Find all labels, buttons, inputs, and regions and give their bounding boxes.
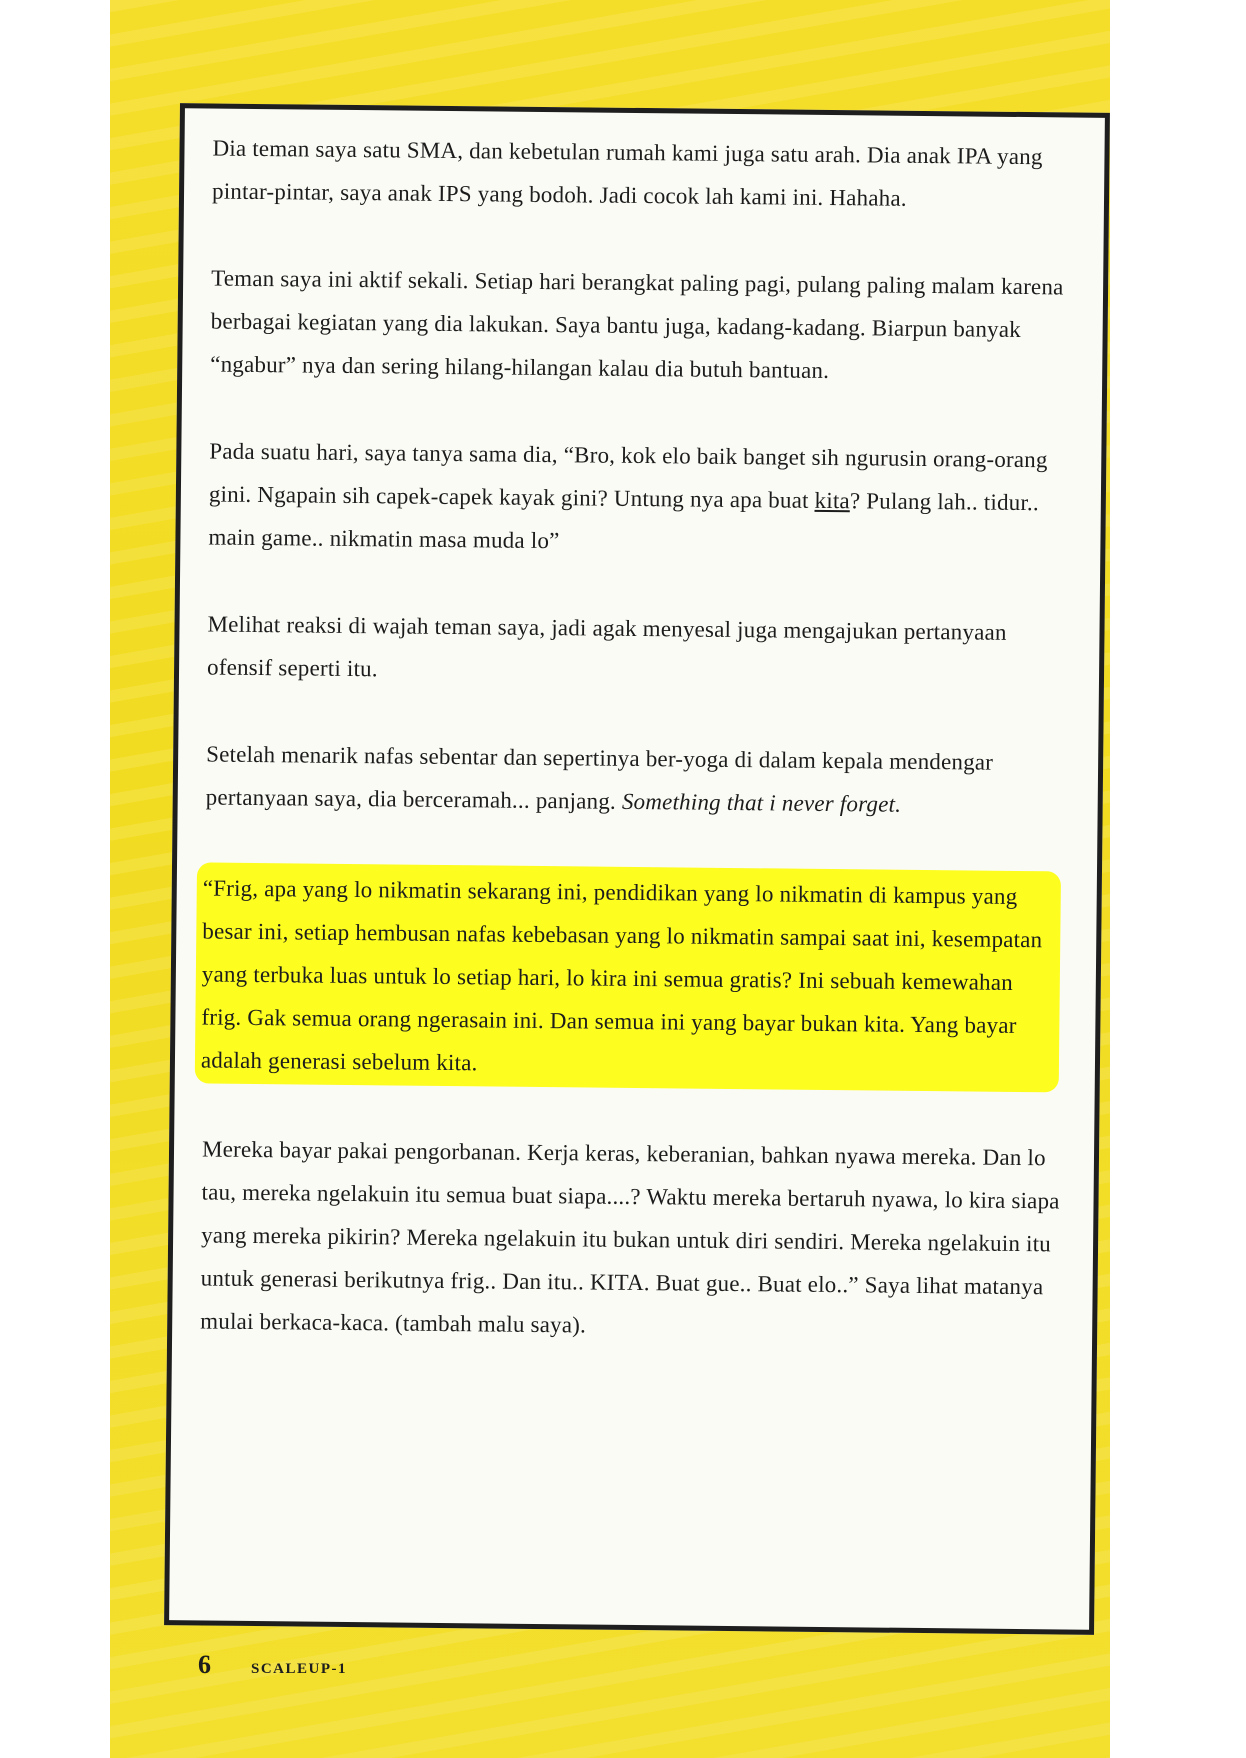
paragraph-5 — [206, 732, 1067, 827]
page-number: 6 — [198, 1650, 211, 1679]
highlighted-quote-paragraph: “Frig, apa yang lo nikmatin sekarang ini, pendidikan yang lo nikmatin di kampus yang besar ini, setiap hembusan nafas kebebasan yang lo nikmatin sampai saat ini, kesempatan yang terbuka luas untuk lo setiap hari, lo kira ini semua gratis? Ini sebuah kemewahan frig. Gak semua orang ngerasain ini. Dan semua ini yang bayar bukan kita. Yang bayar adalah generasi sebelum kita. — [195, 862, 1061, 1092]
paragraph-7: Mereka bayar pakai pengorbanan. Kerja keras, keberanian, bahkan nyawa mereka. Dan lo tau, mereka ngelakuin itu semua buat siapa....? Waktu mereka bertaruh nyawa, lo kira siapa yang mereka pikirin? Mereka ngelakuin itu bukan untuk diri sendiri. Mereka ngelakuin itu untuk generasi berikutnya frig.. Dan itu.. KITA. Buat gue.. Buat elo..” Saya lihat matanya mulai berkaca-kaca. (tambah malu saya). — [200, 1136, 1060, 1338]
paragraph-5-text: Setelah menarik nafas sebentar dan sepertinya ber-yoga di dalam kepala mendengar pertanyaan saya, dia berceramah... panjang. — [205, 741, 994, 814]
paragraph-3-before: Pada suatu hari, saya tanya sama dia, “Bro, kok elo baik banget sih ngurusin orang-orang gini. Ngapain sih capek-capek kayak gini? Untung nya apa buat — [208, 438, 1048, 513]
paragraph-1: Dia teman saya satu SMA, dan kebetulan rumah kami juga satu arah. Dia anak IPA yang pintar-pintar, saya anak IPS yang bodoh. Jadi cocok lah kami ini. Hahaha. — [211, 135, 1043, 211]
paragraph-3-underlined-word: kita — [814, 487, 851, 514]
paragraph-4: Melihat reaksi di wajah teman saya, jadi agak menyesal juga mengajukan pertanyaan ofensif seperti itu. — [206, 611, 1007, 682]
body-text — [200, 127, 1073, 1396]
paragraph-2: Teman saya ini aktif sekali. Setiap hari berangkat paling pagi, pulang paling malam karena berbagai kegiatan yang dia lakukan. Saya bantu juga, kadang-kadang. Biarpun banyak “ngabur” nya dan sering hilang-hilangan kalau dia butuh bantuan. — [210, 265, 1064, 383]
page-footer — [198, 1650, 347, 1680]
paragraph-3 — [208, 430, 1069, 568]
book-page — [110, 0, 1110, 1758]
paragraph-5-italic: Something that i never forget. — [621, 788, 902, 817]
paragraph-3-after: ? Pulang lah.. tidur.. main game.. nikmatin masa muda lo” — [208, 488, 1040, 554]
series-label: SCALEUP-1 — [251, 1661, 348, 1677]
text-box — [164, 103, 1110, 1635]
